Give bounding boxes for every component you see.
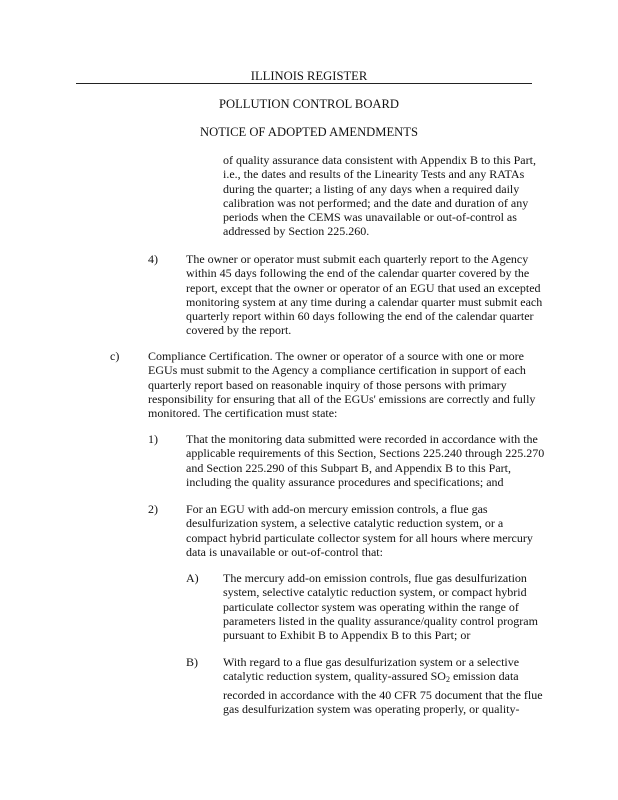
item-b-paragraph xyxy=(223,655,543,716)
notice-title: NOTICE OF ADOPTED AMENDMENTS xyxy=(200,125,418,139)
text-line: parameters listed in the quality assurance/quality control program xyxy=(223,613,538,628)
header-rule xyxy=(76,83,532,84)
text-line: addressed by Section 225.260. xyxy=(223,224,370,239)
text-line: of quality assurance data consistent with Appendix B to this Part, xyxy=(223,153,536,167)
item-1-label: 1) xyxy=(148,432,158,446)
text-segment: catalytic reduction system, quality-assured SO xyxy=(223,669,446,684)
text-line: recorded in accordance with the 40 CFR 75 document that the flue xyxy=(223,687,543,702)
text-line: data is unavailable or out-of-control that: xyxy=(186,544,383,559)
text-line: quarterly report within 60 days following the end of the calendar quarter xyxy=(186,309,534,324)
text-line: The mercury add-on emission controls, flue gas desulfurization xyxy=(223,571,527,585)
item-2-label: 2) xyxy=(148,502,158,516)
text-line: For an EGU with add-on mercury emission controls, a flue gas xyxy=(186,502,488,516)
item-a-label: A) xyxy=(186,571,199,585)
text-line: system, selective catalytic reduction system, or compact hybrid xyxy=(223,585,527,600)
text-line: report, except that the owner or operator of an EGU that used an excepted xyxy=(186,280,541,295)
text-line: within 45 days following the end of the calendar quarter covered by the xyxy=(186,266,530,281)
text-segment: emission data xyxy=(449,669,519,684)
text-line: responsibility for ensuring that all of the EGUs' emissions are correctly and fully xyxy=(148,391,536,406)
text-line: gas desulfurization system was operating properly, or quality- xyxy=(223,701,520,716)
board-title: POLLUTION CONTROL BOARD xyxy=(218,97,400,111)
item-c-label: c) xyxy=(110,349,120,363)
continuation-paragraph xyxy=(223,153,536,239)
item-4-label: 4) xyxy=(148,252,158,266)
item-2-paragraph xyxy=(186,502,533,559)
text-line: With regard to a flue gas desulfurization system or a selective xyxy=(223,655,520,669)
text-line: applicable requirements of this Section, Sections 225.240 through 225.270 xyxy=(186,446,545,461)
text-line: compact hybrid particulate collector system for all hours where mercury xyxy=(186,530,533,545)
text-line: i.e., the dates and results of the Linearity Tests and any RATAs xyxy=(223,167,525,182)
text-line: during the quarter; a listing of any days when a required daily xyxy=(223,181,520,196)
item-b-label: B) xyxy=(186,655,198,669)
item-1-paragraph xyxy=(186,432,544,489)
text-line: That the monitoring data submitted were recorded in accordance with the xyxy=(186,432,538,446)
text-line: monitoring system at any time during a calendar quarter must submit each xyxy=(186,294,543,309)
text-line: EGUs must submit to the Agency a compliance certification in support of each xyxy=(148,363,526,378)
text-line-with-subscript xyxy=(223,669,543,687)
text-line: including the quality assurance procedures and specifications; and xyxy=(186,474,504,489)
item-a-paragraph xyxy=(223,571,538,642)
item-c-paragraph xyxy=(148,349,535,420)
text-line: monitored. The certification must state: xyxy=(148,406,338,421)
text-line: covered by the report. xyxy=(186,323,292,338)
text-line: periods when the CEMS was unavailable or out-of-control as xyxy=(223,210,517,225)
text-line: calibration was not performed; and the date and duration of any xyxy=(223,195,529,210)
text-line: and Section 225.290 of this Subpart B, and Appendix B to this Part, xyxy=(186,460,511,475)
item-4-paragraph xyxy=(186,252,542,338)
register-title: ILLINOIS REGISTER xyxy=(250,69,368,83)
text-line: Compliance Certification. The owner or operator of a source with one or more xyxy=(148,349,524,363)
subscript: 2 xyxy=(445,675,450,685)
text-line: particulate collector system was operating within the range of xyxy=(223,599,519,614)
text-line: The owner or operator must submit each quarterly report to the Agency xyxy=(186,252,529,266)
text-line: pursuant to Exhibit B to Appendix B to this Part; or xyxy=(223,628,471,643)
text-line: quarterly report based on reasonable inquiry of those persons with primary xyxy=(148,377,507,392)
text-line: desulfurization system, a selective catalytic reduction system, or a xyxy=(186,516,504,531)
